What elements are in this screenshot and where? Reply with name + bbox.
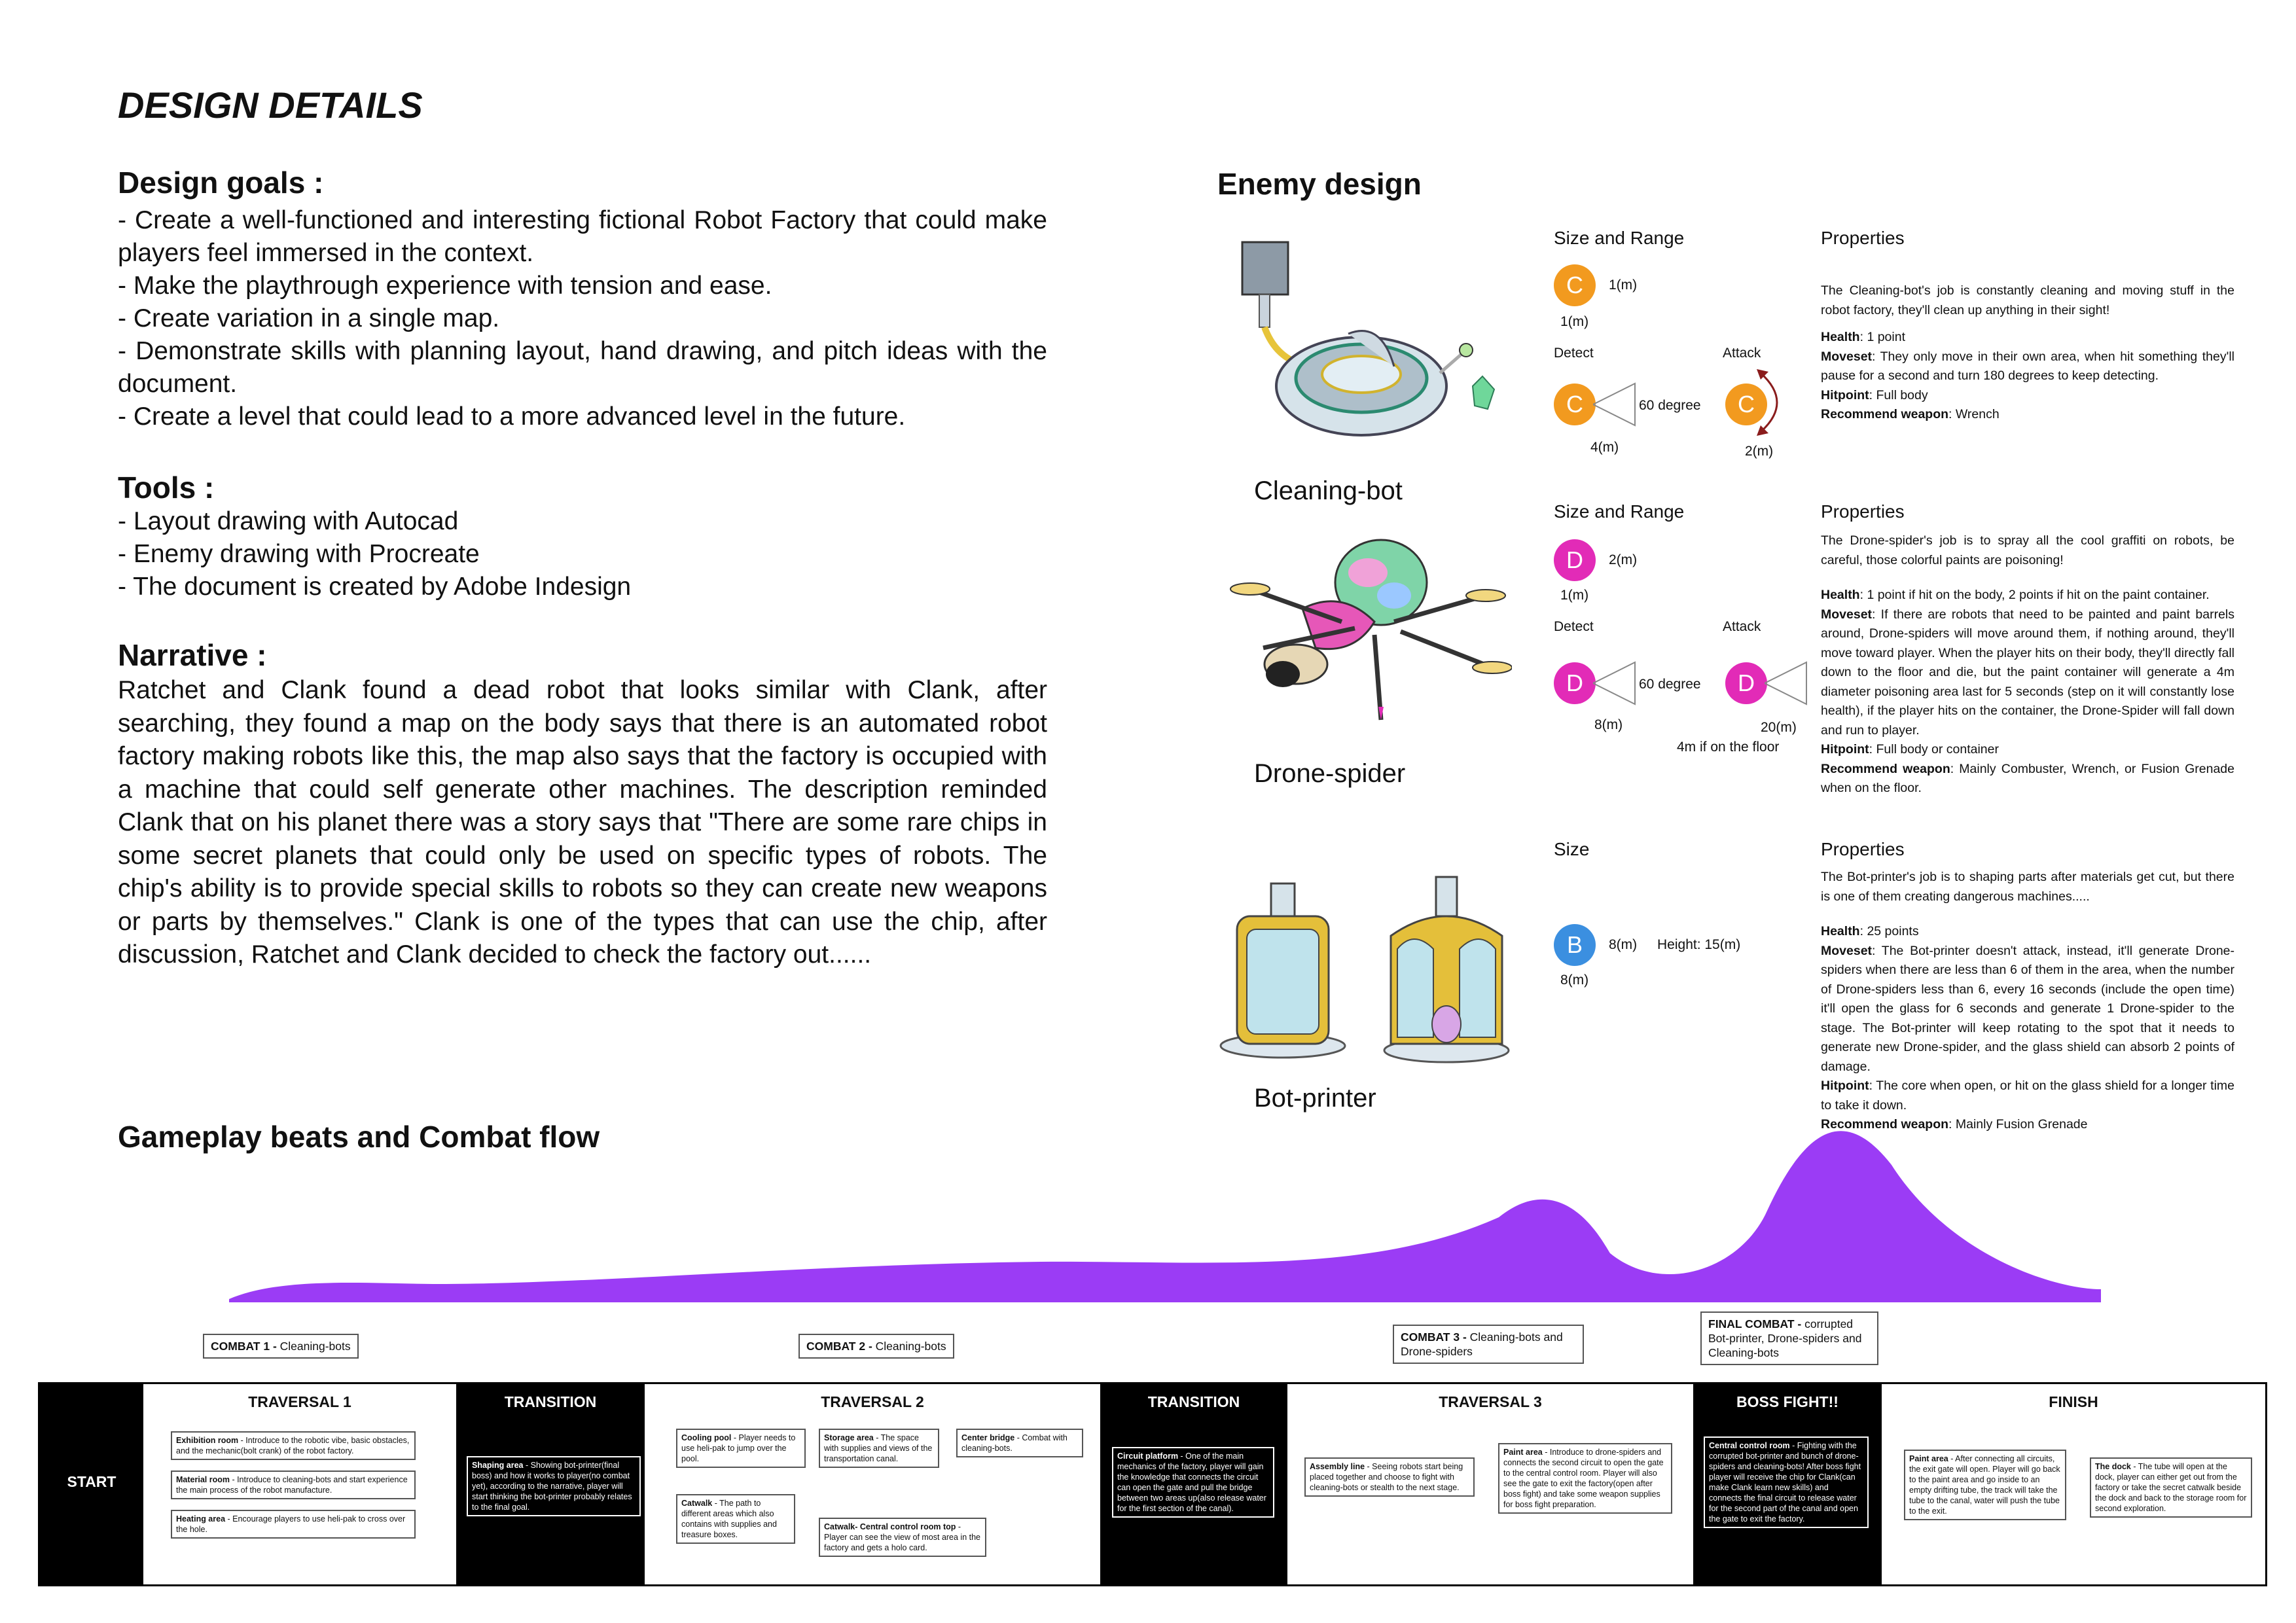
design-goals-heading: Design goals : (118, 166, 324, 200)
design-goal-item: - Create variation in a single map. (118, 304, 500, 332)
flow-segment-traversal-2: TRAVERSAL 2 Cooling pool - Player needs to use heli-pak to jump over the pool. Storage area - The space with supplies and views of the transportation canal. Center bridge - Combat with cleaning-bots. Catwalk - The path to different areas which also contains with supplies and treasure boxes. Catwalk- Central control room top - Player can see the view of most area in the factory and gets a holo card. (645, 1384, 1100, 1584)
beat-box: Assembly line - Seeing robots start being placed together and choose to fight with cleaning-bots or stealth to the next stage. (1304, 1457, 1475, 1497)
size-range-heading: Size and Range (1554, 228, 1685, 248)
beat-box: Heating area - Encourage players to use heli-pak to cross over the hole. (171, 1510, 416, 1539)
health-label: Health (1821, 330, 1860, 344)
enemy-description: The Cleaning-bot's job is constantly cleaning and moving stuff in the robot factory, they'll clean up anything in their sight! (1821, 283, 2234, 317)
beat-box: Shaping area - Showing bot-printer(final boss) and how it works to player(no combat yet), according to the narrative, player will start thinking the bot-printer probably relates to the final goal. (467, 1456, 641, 1516)
bot-printer-properties (1821, 868, 2234, 1135)
cleaning-bot-properties (1821, 281, 2234, 425)
enemy-description: The Drone-spider's job is to spray all the cool graffiti on robots, be careful, those colorful paints are poisoning! (1821, 533, 2234, 567)
design-goal-item: - Create a well-functioned and interesting fictional Robot Factory that could make players feel immersed in the context. (118, 206, 1047, 267)
gameplay-heading: Gameplay beats and Combat flow (118, 1120, 600, 1154)
cleaning-bot-attack-marker: C (1725, 383, 1767, 425)
enemy-name: Bot-printer (1254, 1084, 1376, 1113)
hitpoint-value: : Full body or container (1869, 742, 1999, 757)
drone-spider-size-marker: D (1554, 539, 1596, 581)
tool-item: - Layout drawing with Autocad (118, 507, 459, 535)
combat-tag: COMBAT 3 - Cleaning-bots and Drone-spiders (1393, 1325, 1584, 1364)
health-label: Health (1821, 924, 1860, 938)
beat-box: The dock - The tube will open at the dock, player can either get out from the factory or take the secret catwalk beside the dock and back to the storage room for second exploration. (2090, 1457, 2252, 1518)
size-heading: Size (1554, 839, 1590, 859)
combat-flow-strip (38, 1382, 2267, 1586)
enemy-name: Drone-spider (1254, 759, 1406, 788)
hitpoint-label: Hitpoint (1821, 742, 1869, 757)
beat-box: Cooling pool - Player needs to use heli-pak to jump over the pool. (676, 1429, 806, 1468)
bot-printer-size-marker: B (1554, 924, 1596, 966)
enemy-design-heading: Enemy design (1217, 167, 1422, 201)
properties-heading: Properties (1821, 228, 1905, 248)
narrative-text: Ratchet and Clank found a dead robot that looks similar with Clank, after searching, they found a map on the body says that there is an automated robot factory making robots like this, the map also says that the factory is occupied with a machine that could self generate other machines. The description reminded Clank that on his planet there was a story says that "There are some rare chips in some secret planets that could only be used on specific types of robots. The chip's ability is to provide special skills to robots so they can create new weapons or parts by themselves." Clank is one of the types that can use the chip, after discussion, Ratchet and Clank decided to check the factory out...... (118, 676, 1047, 969)
size-width-label: 1(m) (1560, 588, 1589, 603)
beat-box: Exhibition room - Introduce to the robotic vibe, basic obstacles, and the mechanic(bolt crank) of the robot factory. (171, 1431, 416, 1460)
attack-range-label: 20(m) (1761, 720, 1797, 735)
beat-box: Circuit platform - One of the main mechanics of the factory, player will gain the knowledge that connects the circuit can open the gate and pull the bridge between two areas up(also release water for the first section of the canal). (1112, 1447, 1274, 1518)
moveset-value: : If there are robots that need to be painted and paint barrels around, Drone-spiders will move around them, if nothing around, they'll move toward player. When the player hits on their body, they'll directly fall down to the floor and die, but the paint container will generate a 4m diameter poisoning area last for 5 seconds (step on it will constantly lose health), if the player hits on the container, the Drone-Spider will fall down and run to player. (1821, 607, 2234, 738)
weapon-value: : Wrench (1948, 407, 2000, 421)
moveset-value: : The Bot-printer doesn't attack, instead, it'll generate Drone-spiders when there are less than 6 of them in the area, when the number of Drone-spiders less than 6, every 16 seconds (include the open time) it'll open the glass for 6 seconds and generate 1 Drone-spider to the stage. The Bot-printer will keep rotating to the spot that it needs to generate new Drone-spider, and the glass shield can absorb 2 points of damage. (1821, 943, 2234, 1074)
drone-spider-illustration (1224, 510, 1512, 733)
health-value: : 1 point (1859, 330, 1905, 344)
attack-label: Attack (1723, 619, 1761, 634)
drone-spider-detect-marker: D (1554, 662, 1596, 704)
drone-spider-attack-marker: D (1725, 662, 1767, 704)
size-width-label: 1(m) (1560, 314, 1589, 329)
flow-segment-boss-fight: BOSS FIGHT!! Central control room - Fighting with the corrupted bot-printer and bunch of drone-spiders and cleaning-bots! After boss fight player will receive the chip for Clank(can make Clank learn new skills) and connects the final circuit to release water for the second part of the canal and open the gate to exit the factory. (1693, 1384, 1882, 1584)
cleaning-bot-size-marker: C (1554, 264, 1596, 306)
detect-cone-icon (1593, 380, 1639, 432)
properties-heading: Properties (1821, 839, 1905, 859)
tension-curve (223, 1113, 2108, 1309)
attack-range-label: 2(m) (1745, 444, 1774, 459)
hitpoint-label: Hitpoint (1821, 387, 1869, 402)
beat-box: Catwalk- Central control room top - Player can see the view of most area in the factory and gets a holo card. (819, 1518, 986, 1557)
detect-angle-label: 60 degree (1639, 677, 1701, 692)
beat-box: Center bridge - Combat with cleaning-bots. (956, 1429, 1083, 1457)
bot-printer-illustration (1217, 870, 1518, 1067)
flow-segment-traversal-3: TRAVERSAL 3 Assembly line - Seeing robots start being placed together and choose to fight with cleaning-bots or stealth to the next stage. Paint area - Introduce to drone-spiders and connects the second circuit to open the gate to the central control room. Player will also see the gate to exit the factory(open after boss fight) and take some weapon supplies for boss fight preparation. (1287, 1384, 1693, 1584)
detect-cone-icon (1593, 658, 1639, 711)
design-goal-item: - Create a level that could lead to a more advanced level in the future. (118, 402, 906, 431)
attack-arc-icon (1754, 366, 1793, 438)
detect-label: Detect (1554, 619, 1594, 634)
flow-segment-transition-2: TRANSITION Circuit platform - One of the main mechanics of the factory, player will gain the knowledge that connects the circuit can open the gate and pull the bridge between two areas up(also release water for the first section of the canal). (1100, 1384, 1287, 1584)
size-range-heading: Size and Range (1554, 501, 1685, 522)
beat-box: Central control room - Fighting with the corrupted bot-printer and bunch of drone-spiders and cleaning-bots! After boss fight player will receive the chip for Clank(can make Clank learn new skills) and connects the final circuit to release water for the second part of the canal and open the gate to exit the factory. (1704, 1436, 1869, 1528)
moveset-label: Moveset (1821, 607, 1873, 622)
beat-box: Catwalk - The path to different areas which also contains with supplies and treasure boxes. (676, 1494, 795, 1544)
drone-spider-properties (1821, 531, 2234, 798)
size-height-label: 8(m) (1609, 937, 1638, 952)
flow-segment-finish: FINISH Paint area - After connecting all circuits, the exit gate will open. Player will go back to the paint area and go inside to an empty drifting tube, the track will take the tube to the canal, water will push the tube to the exit. The dock - The tube will open at the dock, player can either get out from the factory or take the secret catwalk beside the dock and back to the storage room for second exploration. (1882, 1384, 2265, 1584)
properties-heading: Properties (1821, 501, 1905, 522)
cleaning-bot-detect-marker: C (1554, 383, 1596, 425)
height-note-label: Height: 15(m) (1657, 937, 1741, 952)
detect-range-label: 4(m) (1590, 440, 1619, 455)
combat-tag: COMBAT 1 - Cleaning-bots (203, 1334, 359, 1359)
cleaning-bot-illustration (1230, 236, 1518, 445)
health-value: : 1 point if hit on the body, 2 points if hit on the paint container. (1859, 588, 2210, 602)
tool-item: - Enemy drawing with Procreate (118, 540, 480, 568)
beat-box: Paint area - Introduce to drone-spiders and connects the second circuit to open the gate to the central control room. Player will also see the gate to exit the factory(open after boss fight) and take some weapon supplies for boss fight preparation. (1498, 1443, 1672, 1514)
health-value: : 25 points (1859, 924, 1919, 938)
hitpoint-value: : Full body (1869, 387, 1928, 402)
beat-box: Paint area - After connecting all circuits, the exit gate will open. Player will go back to the paint area and go inside to an empty drifting tube, the track will take the tube to the canal, water will push the tube to the exit. (1904, 1450, 2066, 1520)
health-label: Health (1821, 588, 1860, 602)
combat-tag: COMBAT 2 - Cleaning-bots (798, 1334, 954, 1359)
size-height-label: 2(m) (1609, 552, 1638, 567)
weapon-label: Recommend weapon (1821, 407, 1949, 421)
attack-note-label: 4m if on the floor (1677, 740, 1780, 755)
detect-angle-label: 60 degree (1639, 398, 1701, 413)
detect-label: Detect (1554, 346, 1594, 361)
hitpoint-value: : The core when open, or hit on the glass shield for a longer time to take it down. (1821, 1079, 2234, 1113)
weapon-value: : Mainly Fusion Grenade (1948, 1117, 2088, 1132)
narrative-heading: Narrative : (118, 638, 267, 672)
weapon-label: Recommend weapon (1821, 1117, 1949, 1132)
moveset-label: Moveset (1821, 349, 1873, 364)
moveset-label: Moveset (1821, 943, 1873, 958)
attack-cone-icon (1765, 658, 1810, 711)
beat-box: Material room - Introduce to cleaning-bots and start experience the main process of the robot manufacture. (171, 1471, 416, 1499)
hitpoint-label: Hitpoint (1821, 1079, 1869, 1093)
flow-segment-traversal-1: TRAVERSAL 1 Exhibition room - Introduce to the robotic vibe, basic obstacles, and the mechanic(bolt crank) of the robot factory. Material room - Introduce to cleaning-bots and start experience the main process of the robot manufacture. Heating area - Encourage players to use heli-pak to cross over the hole. (143, 1384, 456, 1584)
enemy-description: The Bot-printer's job is to shaping parts after materials get cut, but there is one of them creating dangerous machines..... (1821, 870, 2234, 904)
tools-list (118, 505, 631, 603)
design-goal-item: - Make the playthrough experience with tension and ease. (118, 272, 772, 300)
size-height-label: 1(m) (1609, 277, 1638, 293)
flow-segment-transition-1: TRANSITION Shaping area - Showing bot-printer(final boss) and how it works to player(no combat yet), according to the narrative, player will start thinking the bot-printer probably relates to the final goal. (456, 1384, 645, 1584)
detect-range-label: 8(m) (1594, 717, 1623, 732)
attack-label: Attack (1723, 346, 1761, 361)
design-goals-list (118, 204, 1047, 433)
weapon-value: : Mainly Combuster, Wrench, or Fusion Grenade when on the floor. (1821, 761, 2234, 795)
moveset-value: : They only move in their own area, when hit something they'll pause for a second and turn 180 degrees to keep detecting. (1821, 349, 2234, 383)
beat-box: Storage area - The space with supplies and views of the transportation canal. (819, 1429, 939, 1468)
flow-segment-start: START (40, 1384, 143, 1584)
design-goal-item: - Demonstrate skills with planning layout, hand drawing, and pitch ideas with the document. (118, 337, 1047, 398)
tool-item: - The document is created by Adobe Indesign (118, 573, 632, 601)
tools-heading: Tools : (118, 471, 215, 505)
combat-tag: FINAL COMBAT - corrupted Bot-printer, Drone-spiders and Cleaning-bots (1700, 1311, 1878, 1365)
enemy-name: Cleaning-bot (1254, 476, 1403, 505)
size-width-label: 8(m) (1560, 972, 1589, 988)
weapon-label: Recommend weapon (1821, 761, 1950, 776)
page-title: DESIGN DETAILS (118, 84, 423, 126)
